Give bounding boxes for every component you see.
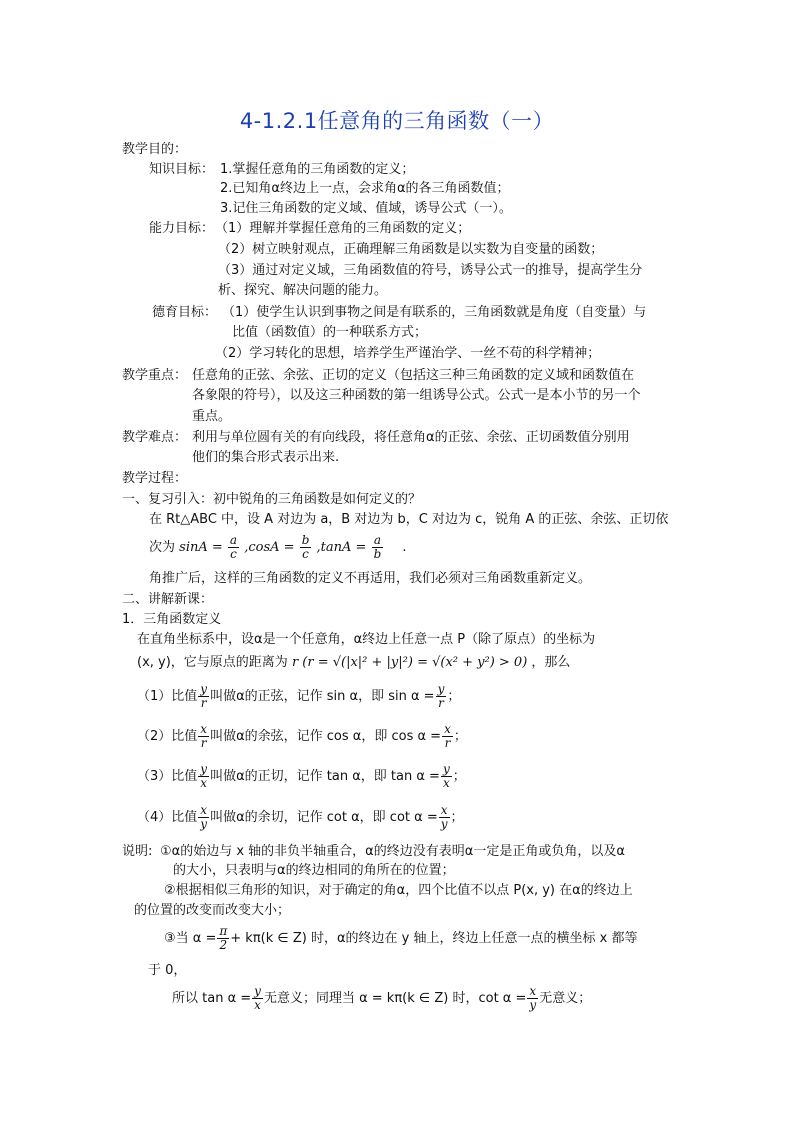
cos-definition: （2）比值 $\frac{x}{r}$ 叫做α的余弦，记作 cos α，即 cos α = $\frac{x}{r}$ ； xyxy=(137,722,467,750)
cot-definition: （4）比值 $\frac{x}{y}$ 叫做α的余切，记作 cot α，即 cot α = $\frac{x}{y}$ ； xyxy=(137,803,464,831)
review-heading: 一、复习引入：初中锐角的三角函数是如何定义的？ xyxy=(122,492,422,507)
ability-item-2: （2）树立映射观点，正确理解三角函数是以实数为自变量的函数； xyxy=(218,242,604,257)
cosA-label: ,cosA = xyxy=(244,540,295,555)
knowledge-item-1: 1.掌握任意角的三角函数的定义； xyxy=(220,162,415,177)
review-line-1: 在 Rt△ABC 中，设 A 对边为 a，B 对边为 b，C 对边为 c，锐角 A 的正弦、余弦、正切依 xyxy=(149,512,669,527)
moral-label: 德育目标： xyxy=(152,305,218,320)
moral-item-1-line-2: 比值（函数值）的一种联系方式； xyxy=(232,325,428,340)
radius-formula: r (r = √(|x|² + |y|²) = √(x² + y²) > 0) xyxy=(291,655,528,670)
note-2-line-2: 的位置的改变而改变大小； xyxy=(134,903,291,918)
ability-label: 能力目标： xyxy=(149,221,215,236)
sinA-label: sinA = xyxy=(179,540,223,555)
page-title: 4-1.2.1任意角的三角函数（一） xyxy=(239,109,555,133)
note-2-line-1: ②根据相似三角形的知识，对于确定的角α，四个比值不以点 P(x, y) 在α的终边上 xyxy=(164,883,633,898)
note-3-line-3: 所以 tan α = $\frac{y}{x}$ 无意义；同理当 α = kπ(k ∈ Z) 时，cot α = $\frac{x}{y}$ 无意义； xyxy=(172,984,592,1012)
tanA-label: ,tanA = xyxy=(316,540,367,555)
fraction-a-over-c: $\frac{a}{c}$ xyxy=(229,533,238,561)
key-points-line-2: 各象限的符号），以及这三种函数的第一组诱导公式。公式一是本小节的另一个 xyxy=(192,388,641,403)
tan-definition: （3）比值 $\frac{y}{x}$ 叫做α的正切，记作 tan α，即 tan α = $\frac{y}{x}$ ； xyxy=(137,762,466,790)
note-3-line-2: 于 0， xyxy=(148,963,187,978)
ability-item-1: （1）理解并掌握任意角的三角函数的定义； xyxy=(215,221,471,236)
definition-heading: 1．三角函数定义 xyxy=(122,612,222,627)
difficulties-line-2: 他们的集合形式表示出来. xyxy=(192,450,340,465)
review-line-3: 角推广后，这样的三角函数的定义不再适用，我们必须对三角函数重新定义。 xyxy=(149,571,592,586)
key-points-label: 教学重点： xyxy=(122,368,188,383)
difficulties-label: 教学难点： xyxy=(122,430,188,445)
fraction-a-over-b: $\frac{a}{b}$ xyxy=(373,533,382,561)
new-lesson-heading: 二、讲解新课： xyxy=(122,592,214,607)
difficulties-line-1: 利用与单位圆有关的有向线段，将任意角α的正弦、余弦、正切函数值分别用 xyxy=(192,430,630,445)
review-prefix: 次为 xyxy=(149,540,176,555)
ability-item-3-line-1: （3）通过对定义域，三角函数值的符号，诱导公式一的推导，提高学生分 xyxy=(218,263,643,278)
moral-item-2: （2）学习转化的思想，培养学生严谨治学、一丝不苟的科学精神； xyxy=(215,346,601,361)
definition-line-2: (x, y)，它与原点的距离为 r (r = √(|x|² + |y|²) = √(x² + y²) > 0) ，那么 xyxy=(137,655,571,670)
process-heading: 教学过程： xyxy=(122,471,188,486)
key-points-line-1: 任意角的正弦、余弦、正切的定义（包括这三种三角函数的定义域和函数值在 xyxy=(192,368,635,383)
ability-item-3-line-2: 析、探究、解决问题的能力。 xyxy=(218,283,388,298)
review-period: . xyxy=(402,540,407,555)
knowledge-item-3: 3.记住三角函数的定义域、值域，诱导公式（一）。 xyxy=(220,201,512,216)
sin-definition: （1）比值 $\frac{y}{r}$ 叫做α的正弦，记作 sin α，即 sin α = $\frac{y}{r}$ ； xyxy=(137,682,461,710)
note-1-line-1: ①α的始边与 x 轴的非负半轴重合，α的终边没有表明α一定是正角或负角，以及α xyxy=(160,844,625,859)
notes-label: 说明: xyxy=(122,844,153,859)
fraction-b-over-c: $\frac{b}{c}$ xyxy=(301,533,310,561)
review-formula-line xyxy=(149,534,407,562)
moral-item-1-line-1: （1）使学生认识到事物之间是有联系的，三角函数就是角度（自变量）与 xyxy=(222,305,647,320)
note-3-line-1: ③当 α = $\frac{\pi}{2}$ + kπ(k ∈ Z) 时，α的终边在 y 轴上，终边上任意一点的横坐标 x 都等 xyxy=(164,924,638,952)
key-points-line-3: 重点。 xyxy=(192,409,232,424)
objectives-heading: 教学目的： xyxy=(122,142,188,157)
knowledge-item-2: 2.已知角α终边上一点，会求角α的各三角函数值； xyxy=(220,181,510,196)
definition-line-1: 在直角坐标系中，设α是一个任意角，α终边上任意一点 P（除了原点）的坐标为 xyxy=(137,632,596,647)
knowledge-label: 知识目标： xyxy=(149,162,215,177)
note-1-line-2: 的大小，只表明与α的终边相同的角所在的位置； xyxy=(173,863,455,878)
